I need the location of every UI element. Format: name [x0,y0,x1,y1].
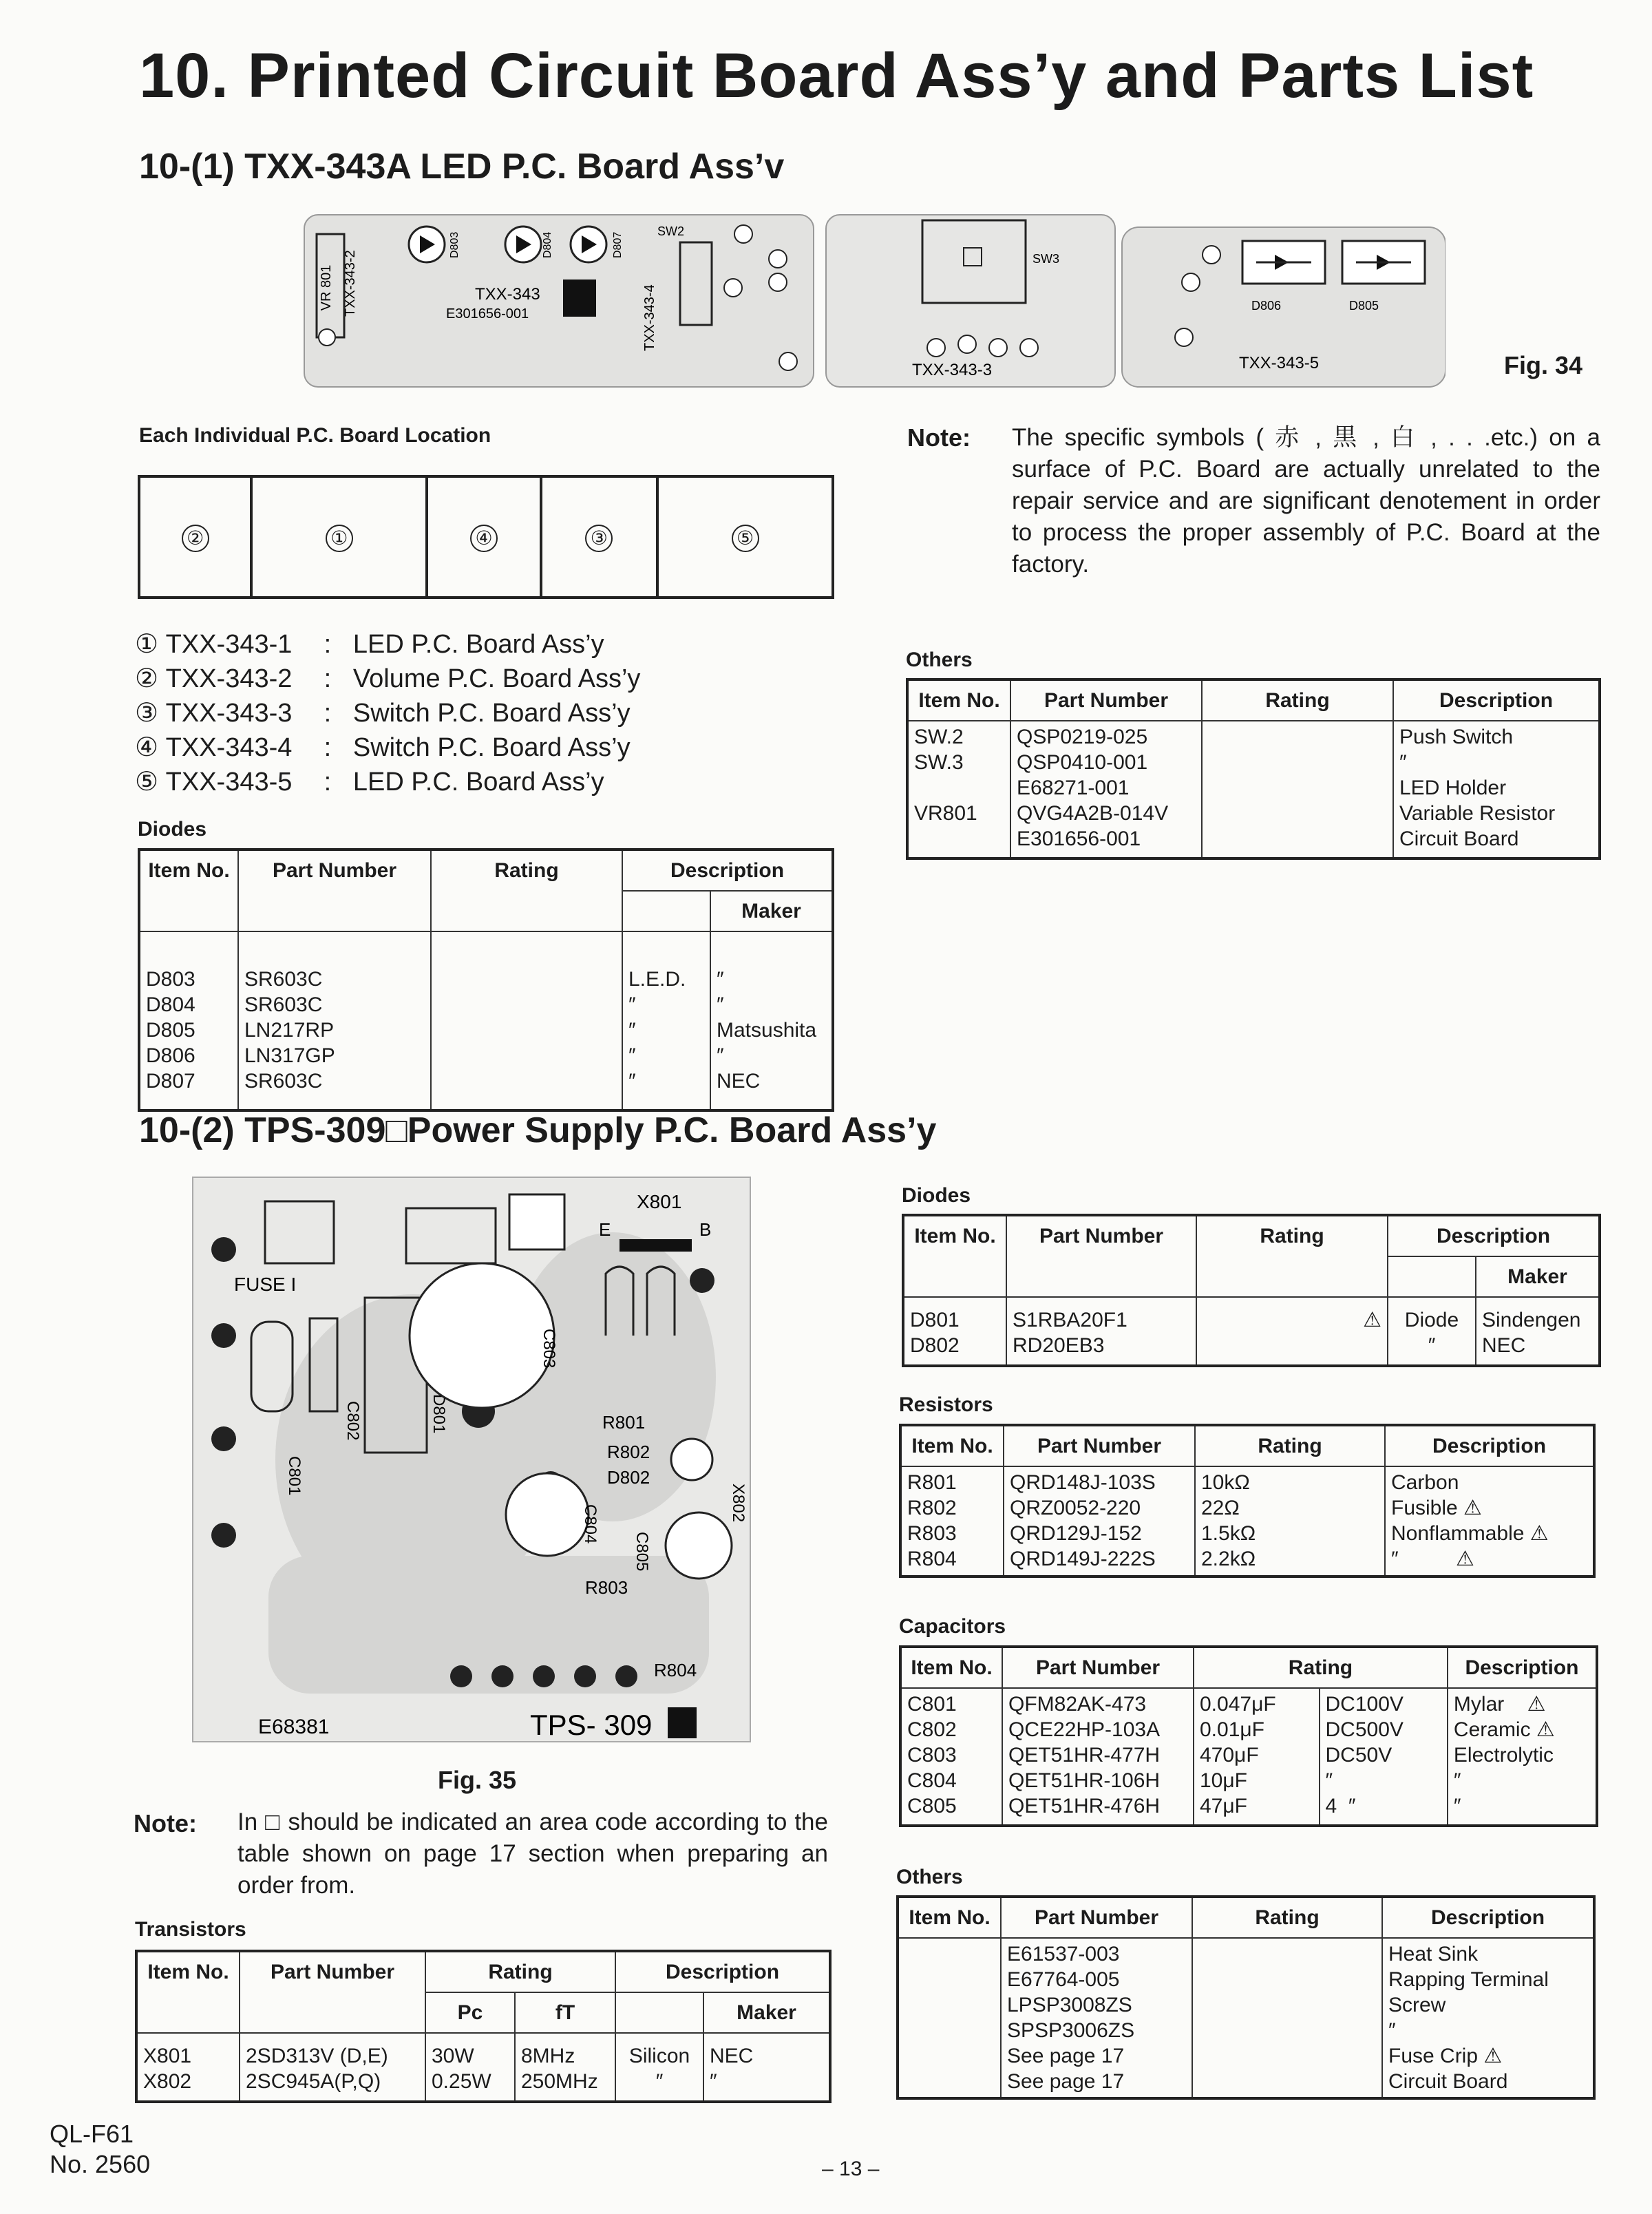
svg-text:R801: R801 [602,1412,646,1433]
capacitors-table: Item No. Part Number Rating Description C801 C802 C803 C804 C805 QFM82AK-473 QCE22HP-103A QET51HR-477H QET51HR-106H QET51HR-476H 0.047μF 0.01μF 470μF 10μF 47μF DC100V DC500V DC50V ″ 4 ″ Mylar ⚠ Ceramic ⚠ Electrolytic ″ ″ [899,1645,1598,1827]
maker-col: Sindengen NEC [1476,1297,1600,1366]
s2-diodes-label: Diodes [902,1184,971,1207]
loc-cell: ② [139,476,251,598]
parts-col: S1RBA20F1 RD20EB3 [1006,1297,1196,1366]
desc-col: Heat Sink Rapping Terminal Screw ″ Fuse Crip ⚠ Circuit Board [1382,1938,1594,2098]
svg-text:FUSE I: FUSE I [234,1274,297,1295]
items-col: C801 C802 C803 C804 C805 [900,1688,1002,1826]
parts-col: QSP0219-025 QSP0410-001 E68271-001 QVG4A2B-014V E301656-001 [1010,721,1202,858]
fig35-caption: Fig. 35 [438,1766,517,1794]
board-list [135,627,640,799]
maker-col: NEC ″ [703,2033,830,2102]
svg-text:TXX-343-2: TXX-343-2 [343,250,358,317]
s2-others-label: Others [896,1866,963,1888]
page-title: 10. Printed Circuit Board Ass’y and Parts List [139,41,1534,111]
list-item: ⑤ TXX-343-5 : LED P.C. Board Ass’y [135,768,604,797]
svg-text:X802: X802 [729,1484,748,1523]
rating-col: ⚠ [1196,1297,1388,1366]
s2-others-table: Item No. Part Number Rating Description E61537-003 E67764-005 LPSP3008ZS SPSP3006ZS See page 17 See page 17 Heat Sink Rapping Terminal Screw ″ Fuse Crip ⚠ Circuit Board [896,1895,1596,2100]
parts-col: E61537-003 E67764-005 LPSP3008ZS SPSP3006ZS See page 17 See page 17 [1001,1938,1192,2098]
fig35-board-diagram [186,1170,757,1749]
ft-col: 8MHz 250MHz [515,2033,615,2102]
desc-col: Mylar ⚠ Ceramic ⚠ Electrolytic ″ ″ [1448,1688,1597,1826]
svg-text:SW3: SW3 [1032,252,1060,266]
list-item: ③ TXX-343-3 : Switch P.C. Board Ass’y [135,699,631,728]
loc-cell: ③ [541,476,657,598]
s1-others-table: Item No. Part Number Rating Description SW.2 SW.3 VR801 QSP0219-025 QSP0410-001 E68271-001 QVG4A2B-014V E301656-001 Push Switch ″ LED Holder Variable Resistor Circuit Board [906,678,1601,860]
fig34-board-diagram [303,207,1446,392]
svg-text:E: E [599,1219,611,1240]
svg-text:TXX-343-5: TXX-343-5 [1239,354,1320,372]
s1-diodes-table: Item No. Part Number Rating Description Maker D803 D804 D805 D806 D807 SR603C SR603C LN217RP LN317GP SR603C L.E.D. ″ ″ ″ ″ ″ ″ Matsushita ″ NEC [138,848,834,1112]
svg-text:X801: X801 [637,1191,682,1212]
svg-text:C801: C801 [285,1456,304,1496]
parts-col: 2SD313V (D,E) 2SC945A(P,Q) [240,2033,425,2102]
pc-col: 30W 0.25W [425,2033,515,2102]
capacitors-label: Capacitors [899,1615,1006,1638]
loc-cell: ① [251,476,427,598]
transistors-label: Transistors [135,1918,246,1941]
desc-col: Carbon Fusible ⚠ Nonflammable ⚠ ″ ⚠ [1385,1466,1594,1577]
list-item: ① TXX-343-1 : LED P.C. Board Ass’y [135,630,604,659]
note-1-label: Note: [907,423,971,452]
s1-others-label: Others [906,649,973,671]
voltage-col: DC100V DC500V DC50V ″ 4 ″ [1320,1688,1448,1826]
resistors-label: Resistors [899,1393,993,1416]
loc-cell: ⑤ [657,476,833,598]
desc-col: L.E.D. ″ ″ ″ ″ [622,931,710,1110]
note-1-text: The specific symbols ( 赤 , 黒 , 白 , . . .etc.) on a surface of P.C. Board are actually unrelated to the repair service and are significant denotement in order to process the proper assembly of P.C. Board at the factory. [1012,424,1600,578]
items-col: D803 D804 D805 D806 D807 [139,931,238,1110]
svg-text:D805: D805 [1349,299,1379,313]
note-2-text: In □ should be indicated an area code according to the table shown on page 17 section when preparing an order from. [237,1809,828,1899]
s1-diodes-label: Diodes [138,818,207,841]
svg-text:D803: D803 [449,231,460,258]
svg-text:C802: C802 [343,1401,362,1441]
transistors-table: Item No. Part Number Rating Description Pc fT Maker X801 X802 2SD313V (D,E) 2SC945A(P,Q) 30W 0.25W 8MHz 250MHz Silicon ″ NEC ″ [135,1950,832,2103]
items-col: SW.2 SW.3 VR801 [907,721,1010,858]
svg-text:C805: C805 [633,1532,651,1572]
parts-col: SR603C SR603C LN217RP LN317GP SR603C [238,931,431,1110]
items-col: R801 R802 R803 R804 [900,1466,1004,1577]
desc-col: Push Switch ″ LED Holder Variable Resistor Circuit Board [1393,721,1600,858]
resistors-table: Item No. Part Number Rating Description R801 R802 R803 R804 QRD148J-103S QRZ0052-220 QRD129J-152 QRD149J-222S 10kΩ 22Ω 1.5kΩ 2.2kΩ Carbon Fusible ⚠ Nonflammable ⚠ ″ ⚠ [899,1424,1596,1578]
section-2-heading: 10-(2) TPS-309□Power Supply P.C. Board Ass’y [139,1110,937,1150]
svg-text:D807: D807 [612,231,624,258]
svg-text:E68381: E68381 [258,1716,330,1738]
svg-text:R804: R804 [654,1660,697,1680]
board-location-label: Each Individual P.C. Board Location [139,424,491,447]
svg-text:D804: D804 [542,231,553,258]
note-2-label: Note: [134,1809,197,1837]
loc-cell: ④ [427,476,540,598]
board-location-grid [138,475,834,599]
items-col: X801 X802 [136,2033,240,2102]
list-item: ④ TXX-343-4 : Switch P.C. Board Ass’y [135,733,631,762]
items-col: D801 D802 [903,1297,1006,1366]
desc-col: Diode ″ [1388,1297,1476,1366]
footer-model: QL-F61 No. 2560 [50,2120,151,2178]
svg-text:TXX-343-3: TXX-343-3 [912,361,993,379]
parts-col: QRD148J-103S QRZ0052-220 QRD129J-152 QRD149J-222S [1004,1466,1195,1577]
list-item: ② TXX-343-2 : Volume P.C. Board Ass’y [135,664,641,693]
section-1-heading: 10-(1) TXX-343A LED P.C. Board Ass’v [139,147,785,187]
desc-col: Silicon ″ [615,2033,703,2102]
svg-text:D801: D801 [430,1394,448,1434]
svg-text:C803: C803 [540,1329,558,1369]
maker-col: ″ ″ Matsushita ″ NEC [710,931,833,1110]
svg-text:TXX-343-4: TXX-343-4 [642,284,657,351]
fig34-caption: Fig. 34 [1504,351,1583,379]
svg-text:B: B [699,1219,712,1240]
rating-col: 10kΩ 22Ω 1.5kΩ 2.2kΩ [1195,1466,1385,1577]
svg-text:TXX-343: TXX-343 [475,285,540,304]
svg-text:VR 801: VR 801 [319,264,334,311]
svg-text:E301656-001: E301656-001 [446,306,529,321]
page-number: – 13 – [822,2158,880,2180]
rating-col: 0.047μF 0.01μF 470μF 10μF 47μF [1194,1688,1320,1826]
s2-diodes-table: Item No. Part Number Rating Description Maker D801 D802 S1RBA20F1 RD20EB3 ⚠ Diode ″ Sindengen NEC [902,1214,1601,1367]
svg-text:SW2: SW2 [657,224,685,238]
svg-text:D806: D806 [1251,299,1282,313]
parts-col: QFM82AK-473 QCE22HP-103A QET51HR-477H QET51HR-106H QET51HR-476H [1002,1688,1194,1826]
svg-text:TPS- 309: TPS- 309 [530,1709,653,1741]
svg-text:C804: C804 [581,1504,600,1544]
svg-text:D802: D802 [607,1467,650,1488]
svg-text:R802: R802 [607,1442,650,1462]
svg-text:R803: R803 [585,1577,628,1598]
